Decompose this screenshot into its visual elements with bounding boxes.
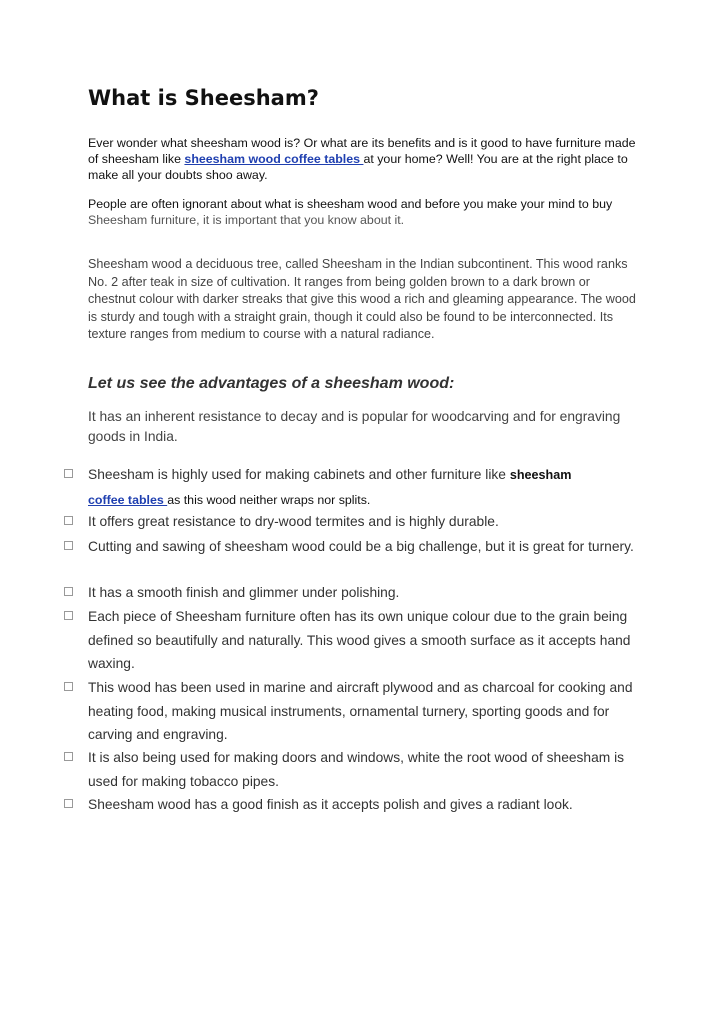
page-title: What is Sheesham?	[88, 86, 319, 110]
bullet-text: It offers great resistance to dry-wood termites and is highly durable.	[88, 514, 499, 529]
intro-text-before: Ever wonder what sheesham wood is? Or what are its benefits and is it good to have furniture made of sheesham like	[88, 136, 636, 166]
people-paragraph	[88, 196, 638, 228]
bullet-text: Each piece of Sheesham furniture often has its own unique colour due to the grain being defined so beautifully and naturally. This wood gives a smooth surface as it accepts hand waxing.	[88, 609, 631, 671]
bullet-box-icon	[64, 799, 73, 808]
people-text: People are often ignorant about what is sheesham wood and before you make your mind to buy	[88, 197, 613, 211]
bullet-text-after: as this wood neither wraps nor splits.	[167, 492, 371, 507]
bullet-box-icon	[64, 611, 73, 620]
advantages-heading: Let us see the advantages of a sheesham wood:	[88, 375, 455, 392]
bullet-text: It is also being used for making doors and windows, white the root wood of sheesham is used for making tobacco pipes.	[88, 750, 625, 789]
bullet-box-icon	[64, 541, 73, 550]
sheesham-coffee-tables-link[interactable]: sheesham wood coffee tables	[184, 152, 364, 166]
description-paragraph: Sheesham wood a deciduous tree, called Sheesham in the Indian subcontinent. This wood ranks No. 2 after teak in size of cultivation. It ranges from being golden brown to a dark brown or chestnut colour with darker streaks that give this wood a rich and gleaming appearance. The wood is sturdy and tough with a straight grain, though it could also be found to be interconnected. Its texture ranges from medium to course with a natural radiance.	[88, 257, 636, 341]
bullet-text: Sheesham is highly used for making cabinets and other furniture like	[88, 467, 510, 482]
bullet-bold-text: sheesham	[509, 468, 572, 482]
bullet-text: Cutting and sawing of sheesham wood could be a big challenge, but it is great for turnery.	[88, 539, 634, 554]
bullet-box-icon	[64, 752, 73, 761]
bullet-text: Sheesham wood has a good finish as it accepts polish and gives a radiant look.	[88, 797, 573, 812]
inherent-paragraph: It has an inherent resistance to decay and is popular for woodcarving and for engraving goods in India.	[88, 409, 621, 444]
bullet-box-icon	[64, 587, 73, 596]
intro-text-after: at your home? Well! You are at the right place to make all your doubts shoo away.	[88, 152, 628, 182]
coffee-tables-link[interactable]: coffee tables	[88, 492, 168, 507]
bullet-box-icon	[64, 516, 73, 525]
intro-paragraph	[88, 135, 638, 183]
bullet-text: This wood has been used in marine and aircraft plywood and as charcoal for cooking and heating food, making musical instruments, ornamental turnery, sporting goods and for carving and engraving.	[88, 680, 633, 742]
people-text-grey: Sheesham furniture, it is important that you know about it.	[88, 213, 405, 227]
bullet-text: It has a smooth finish and glimmer under polishing.	[88, 585, 400, 600]
bullet-box-icon	[64, 682, 73, 691]
bullet-box-icon	[64, 469, 73, 478]
